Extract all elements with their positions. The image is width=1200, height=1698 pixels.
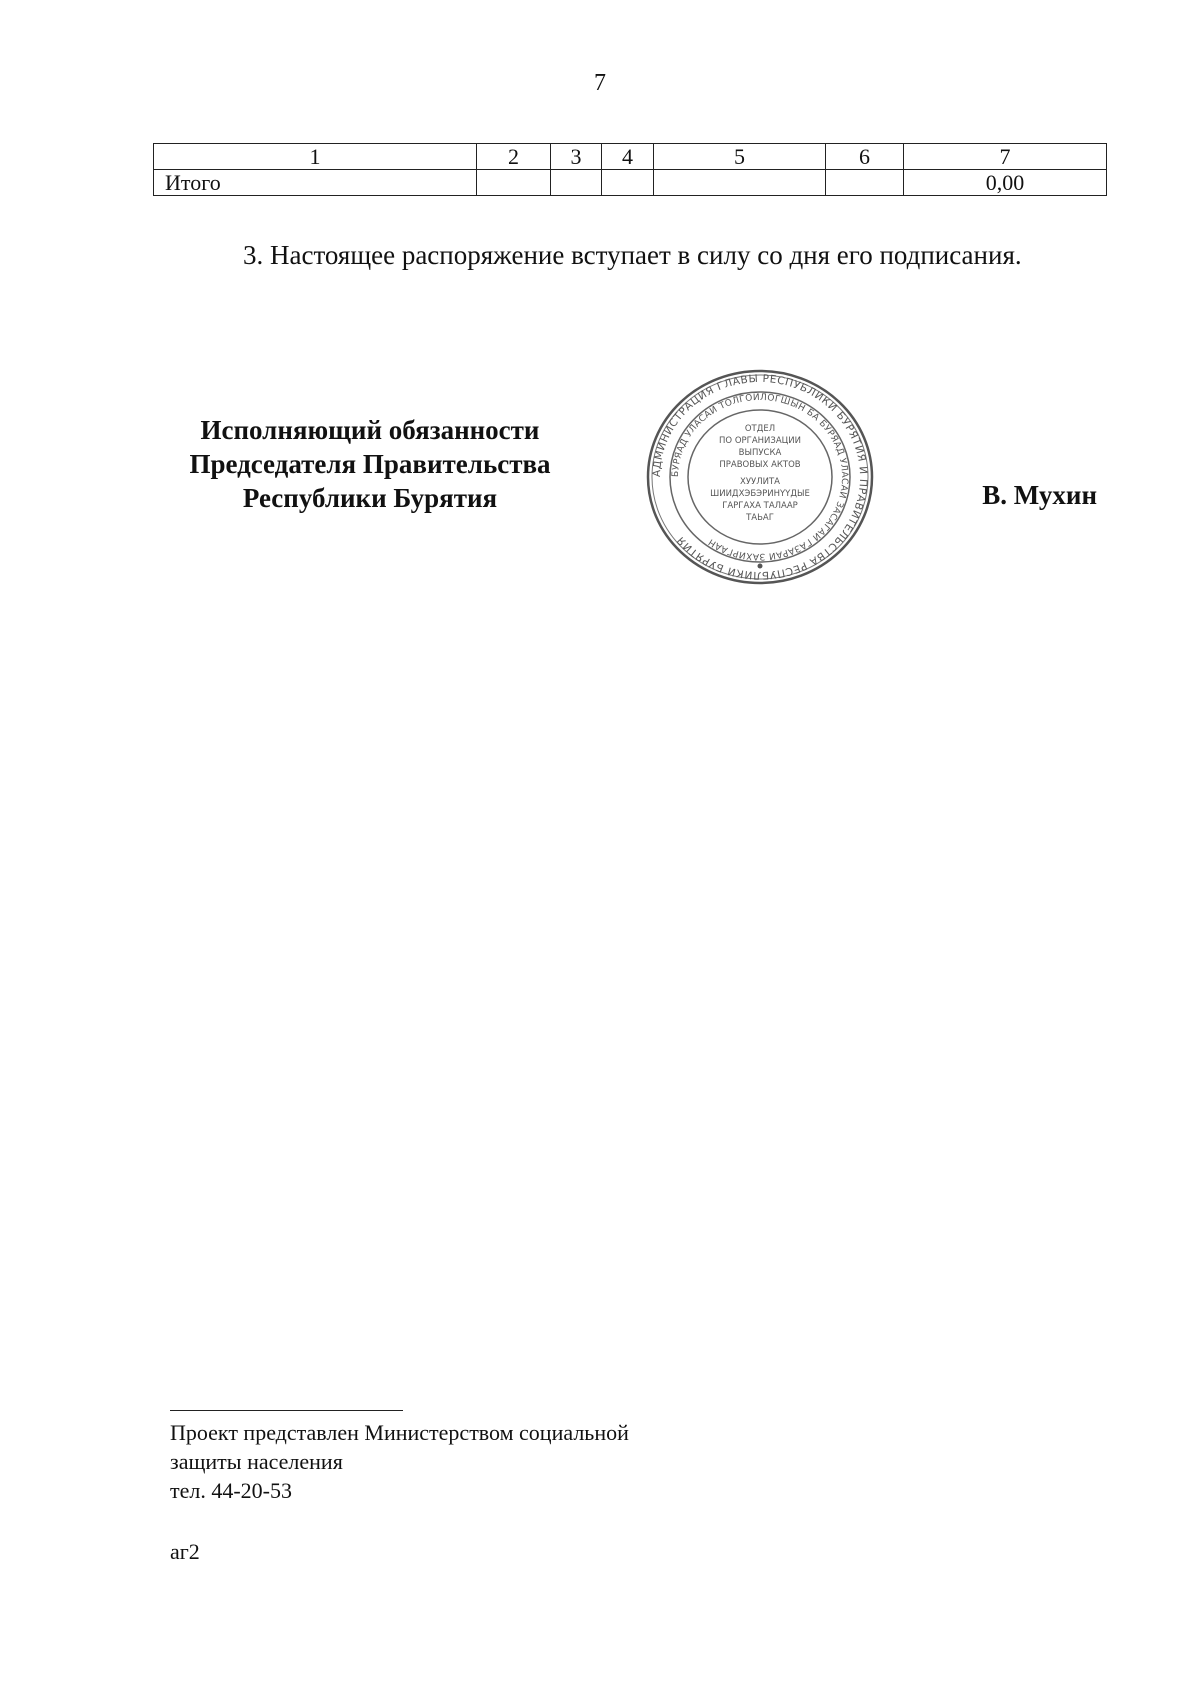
page-number: 7 bbox=[594, 70, 606, 96]
seal-center-line: ПРАВОВЫХ АКТОВ bbox=[719, 460, 801, 470]
seal-center-line: ВЫПУСКА bbox=[738, 448, 782, 458]
table-header-cell: 2 bbox=[477, 144, 551, 170]
table-header-cell: 1 bbox=[154, 144, 477, 170]
footnote-line: Проект представлен Министерством социальной bbox=[170, 1420, 629, 1445]
seal-outer-text: АДМИНИСТРАЦИЯ ГЛАВЫ РЕСПУБЛИКИ БУРЯТИЯ И ПРАВИТЕЛЬСТВА РЕСПУБЛИКИ БУРЯТИЯ bbox=[650, 372, 870, 582]
table-cell bbox=[477, 170, 551, 196]
footnote-line: тел. 44-20-53 bbox=[170, 1478, 293, 1503]
seal-center-line: ШИИДХЭБЭРИНҮҮДЫЕ bbox=[710, 489, 810, 499]
footnote-divider bbox=[170, 1410, 403, 1411]
table-cell bbox=[654, 170, 826, 196]
table-cell bbox=[602, 170, 654, 196]
seal-center-line: ПО ОРГАНИЗАЦИИ bbox=[719, 436, 801, 446]
signer-title bbox=[160, 413, 580, 515]
table-header-row bbox=[154, 144, 1107, 170]
signer-title-line: Исполняющий обязанности bbox=[200, 415, 540, 445]
seal-center-line: ХУУЛИТА bbox=[740, 477, 780, 487]
seal-center-line: ТАЬАГ bbox=[746, 513, 774, 523]
footnote-line: защиты населения bbox=[170, 1449, 343, 1474]
total-label-cell: Итого bbox=[154, 170, 477, 196]
signer-title-line: Республики Бурятия bbox=[242, 483, 498, 513]
table-header-cell: 4 bbox=[602, 144, 654, 170]
seal-center-line: ОТДЕЛ bbox=[744, 424, 776, 434]
table-cell bbox=[826, 170, 904, 196]
footnote bbox=[170, 1418, 629, 1505]
table-total-row bbox=[154, 170, 1107, 196]
table-header-cell: 6 bbox=[826, 144, 904, 170]
seal-inner-text: БУРЯАД УЛАСАЙ ТОЛГОЙЛОГШЫН БА БУРЯАД УЛАСАЙ ЗАСАГАЙ ГАЗАРАЙ ЗАХИРГААН bbox=[670, 392, 850, 562]
signer-title-line: Председателя Правительства bbox=[189, 449, 551, 479]
summary-table bbox=[153, 143, 1107, 196]
document-code: аг2 bbox=[170, 1539, 200, 1564]
table-header-cell: 3 bbox=[551, 144, 602, 170]
table-header-cell: 7 bbox=[904, 144, 1107, 170]
table-header-cell: 5 bbox=[654, 144, 826, 170]
seal-center-line: ГАРГАХА ТАЛААР bbox=[722, 501, 798, 511]
total-value-cell: 0,00 bbox=[904, 170, 1107, 196]
table-cell bbox=[551, 170, 602, 196]
official-seal bbox=[645, 368, 875, 586]
clause-paragraph: 3. Настоящее распоряжение вступает в силу со дня его подписания. bbox=[243, 240, 1022, 270]
signer-name: В. Мухин bbox=[982, 480, 1097, 510]
seal-dot-icon bbox=[758, 564, 763, 569]
